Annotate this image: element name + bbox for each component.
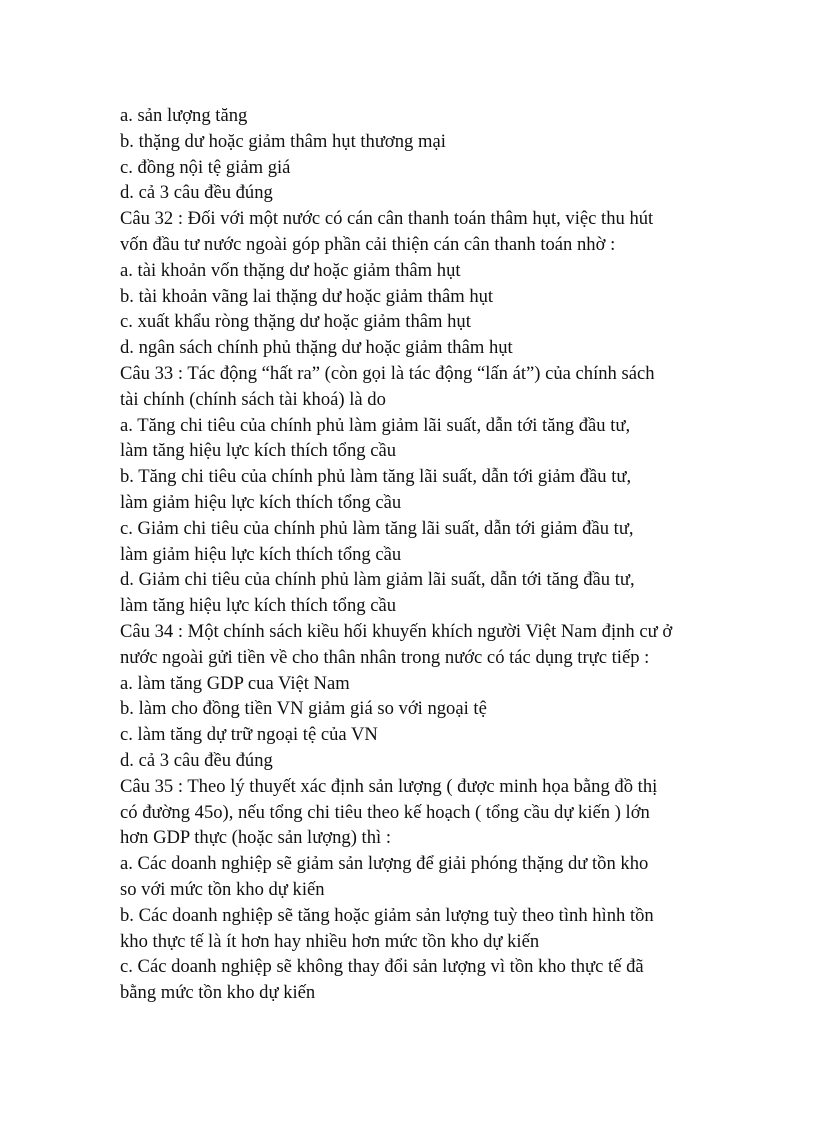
text-line: so với mức tồn kho dự kiến	[120, 878, 325, 900]
text-line: a. làm tăng GDP cua Việt Nam	[120, 672, 350, 694]
text-line: c. Giảm chi tiêu của chính phủ làm tăng lãi suất, dẫn tới giảm đầu tư,	[120, 517, 634, 539]
text-line: b. Tăng chi tiêu của chính phủ làm tăng lãi suất, dẫn tới giảm đầu tư,	[120, 466, 632, 488]
text-line: vốn đầu tư nước ngoài góp phần cải thiện cán cân thanh toán nhờ :	[120, 233, 616, 255]
text-line: nước ngoài gửi tiền về cho thân nhân trong nước có tác dụng trực tiếp :	[120, 646, 650, 668]
text-line: c. xuất khẩu ròng thặng dư hoặc giảm thâm hụt	[120, 311, 471, 333]
text-line: a. Các doanh nghiệp sẽ giảm sản lượng để giải phóng thặng dư tồn kho	[120, 853, 649, 875]
text-line: b. làm cho đồng tiền VN giảm giá so với ngoại tệ	[120, 698, 487, 720]
text-line: có đường 45o), nếu tổng chi tiêu theo kế hoạch ( tổng cầu dự kiến ) lớn	[120, 801, 650, 823]
text-line: c. Các doanh nghiệp sẽ không thay đổi sản lượng vì tồn kho thực tế đã	[120, 956, 644, 978]
text-line: d. Giảm chi tiêu của chính phủ làm giảm lãi suất, dẫn tới tăng đầu tư,	[120, 569, 635, 591]
document-body	[120, 103, 710, 1006]
text-line: a. Tăng chi tiêu của chính phủ làm giảm lãi suất, dẫn tới tăng đầu tư,	[120, 414, 631, 436]
text-line: làm giảm hiệu lực kích thích tổng cầu	[120, 543, 402, 565]
text-line: b. tài khoản vãng lai thặng dư hoặc giảm thâm hụt	[120, 285, 494, 307]
text-line: hơn GDP thực (hoặc sản lượng) thì :	[120, 827, 391, 849]
text-line: làm giảm hiệu lực kích thích tổng cầu	[120, 491, 402, 513]
text-line: d. cả 3 câu đều đúng	[120, 182, 273, 204]
text-line: a. tài khoản vốn thặng dư hoặc giảm thâm hụt	[120, 259, 461, 281]
text-line: b. thặng dư hoặc giảm thâm hụt thương mại	[120, 130, 446, 152]
text-line: làm tăng hiệu lực kích thích tổng cầu	[120, 440, 396, 462]
text-line: c. đồng nội tệ giảm giá	[120, 156, 291, 178]
text-line: bằng mức tồn kho dự kiến	[120, 982, 316, 1004]
question-35-heading: Câu 35 : Theo lý thuyết xác định sản lượng ( được minh họa bằng đồ thị	[120, 775, 658, 797]
question-33-heading: Câu 33 : Tác động “hất ra” (còn gọi là tác động “lấn át”) của chính sách	[120, 362, 655, 384]
question-32-heading: Câu 32 : Đối với một nước có cán cân thanh toán thâm hụt, việc thu hút	[120, 208, 654, 230]
text-line: a. sản lượng tăng	[120, 105, 248, 126]
text-line: tài chính (chính sách tài khoá) là do	[120, 388, 386, 410]
text-line: kho thực tế là ít hơn hay nhiều hơn mức tồn kho dự kiến	[120, 930, 540, 952]
text-line: b. Các doanh nghiệp sẽ tăng hoặc giảm sản lượng tuỳ theo tình hình tồn	[120, 904, 654, 926]
text-line: c. làm tăng dự trữ ngoại tệ của VN	[120, 724, 378, 746]
text-line: d. cả 3 câu đều đúng	[120, 749, 273, 771]
text-line: làm tăng hiệu lực kích thích tổng cầu	[120, 595, 396, 617]
text-line: d. ngân sách chính phủ thặng dư hoặc giảm thâm hụt	[120, 337, 513, 359]
question-34-heading: Câu 34 : Một chính sách kiều hối khuyến khích người Việt Nam định cư ở	[120, 620, 673, 642]
